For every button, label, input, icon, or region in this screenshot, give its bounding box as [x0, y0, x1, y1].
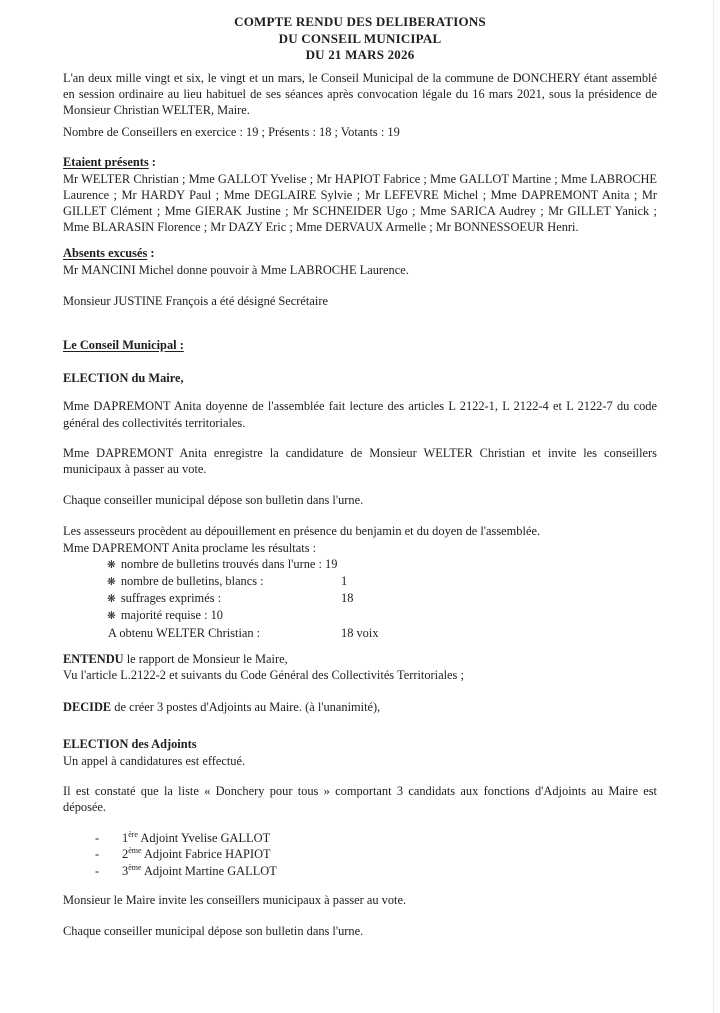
decide-keyword: DECIDE [63, 700, 112, 715]
absent-heading-text: Absents excusés [63, 246, 148, 261]
adjoint-ordinal-suffix: ème [128, 846, 142, 856]
election-adjoints-heading: ELECTION des Adjoints [63, 737, 197, 752]
result-value: 18 [341, 591, 354, 606]
decide-line [63, 699, 657, 715]
result-row-bulletins-trouves [63, 556, 657, 573]
result-label: majorité requise : 10 [120, 608, 224, 623]
entendu-line [63, 651, 657, 667]
document-title [63, 14, 657, 64]
adjoint-number: 3 [122, 863, 129, 878]
candidature-paragraph: Mme DAPREMONT Anita enregistre la candidature de Monsieur WELTER Christian et invite les conseillers municipaux à passer au vote. [63, 445, 657, 476]
vote-results-list [63, 556, 657, 641]
intro-paragraph: L'an deux mille vingt et six, le vingt et un mars, le Conseil Municipal de la commune de DONCHERY étant assemblé en session ordinaire au lieu habituel de ses séances après convocation légale du 16 mars 2021, sous la présidence de Monsieur Christian WELTER, Maire. [63, 70, 657, 117]
dash-bullet: - [95, 863, 100, 878]
adjoint-name: Adjoint Martine GALLOT [141, 863, 277, 878]
obtained-value: 18 voix [341, 625, 379, 640]
counsellor-counts-line: Nombre de Conseillers en exercice : 19 ; Présents : 18 ; Votants : 19 [63, 125, 400, 140]
result-row-majorite [63, 607, 657, 624]
asterisk-bullet-icon: ❋ [107, 575, 116, 588]
absent-heading-colon: : [147, 246, 155, 261]
result-label: nombre de bulletins, blancs : [120, 573, 264, 588]
council-heading [63, 337, 657, 353]
title-line-2: DU CONSEIL MUNICIPAL [278, 30, 442, 46]
articles-paragraph: Mme DAPREMONT Anita doyenne de l'assemblée fait lecture des articles L 2122-1, L 2122-4 et L 2122-7 du code général des collectivités territoriales. [63, 399, 657, 430]
election-maire-heading: ELECTION du Maire, [63, 371, 184, 386]
absent-heading [63, 245, 657, 261]
adjoints-list [63, 830, 657, 879]
absent-proxy-line: Mr MANCINI Michel donne pouvoir à Mme LABROCHE Laurence. [63, 262, 409, 277]
adjoint-number: 2 [122, 847, 129, 862]
title-line-1: COMPTE RENDU DES DELIBERATIONS [234, 14, 486, 29]
vu-article-line: Vu l'article L.2122-2 et suivants du Code Général des Collectivités Territoriales ; [63, 667, 464, 682]
invite-vote-line: Monsieur le Maire invite les conseillers municipaux à passer au vote. [63, 892, 407, 907]
result-label: nombre de bulletins trouvés dans l'urne : 19 [120, 556, 338, 571]
adjoint-entry [122, 863, 277, 879]
appel-candidatures-line: Un appel à candidatures est effectué. [63, 753, 246, 768]
adjoint-name: Adjoint Yvelise GALLOT [137, 831, 271, 846]
present-heading-text: Etaient présents [63, 155, 149, 170]
present-heading-colon: : [148, 155, 156, 170]
ballot-box-line: Chaque conseiller municipal dépose son bulletin dans l'urne. [63, 493, 364, 508]
adjoint-name: Adjoint Fabrice HAPIOT [141, 847, 271, 862]
entendu-keyword: ENTENDU [63, 651, 124, 666]
result-value: 1 [341, 573, 348, 588]
result-row-obtenu [63, 625, 657, 641]
adjoint-row-1 [95, 830, 657, 846]
result-label: suffrages exprimés : [120, 591, 222, 606]
adjoint-number: 1 [122, 831, 129, 846]
present-heading [63, 154, 657, 170]
result-row-suffrages [63, 590, 657, 607]
secretary-line: Monsieur JUSTINE François a été désigné Secrétaire [63, 293, 328, 308]
title-line-3: DU 21 MARS 2026 [305, 47, 415, 62]
liste-donchery-paragraph: Il est constaté que la liste « Donchery pour tous » comportant 3 candidats aux fonctions d'Adjoints au Maire est déposée. [63, 783, 657, 814]
result-row-bulletins-blancs [63, 573, 657, 590]
adjoint-row-3 [95, 863, 657, 879]
entendu-text: le rapport de Monsieur le Maire, [123, 651, 288, 666]
adjoint-ordinal-suffix: ère [128, 830, 138, 840]
obtained-label: A obtenu WELTER Christian : [108, 625, 261, 640]
adjoint-ordinal-suffix: ème [128, 862, 142, 872]
results-announce-line: Mme DAPREMONT Anita proclame les résultats : [63, 540, 317, 555]
present-members-list: Mr WELTER Christian ; Mme GALLOT Yvelise ; Mr HAPIOT Fabrice ; Mme GALLOT Martine ; Mme LABROCHE Laurence ; Mr HARDY Paul ; Mme DEGLAIRE Sylvie ; Mr LEFEVRE Michel ; Mme DAPREMONT Anita ; Mr GILLET Clément ; Mme GIERAK Justine ; Mr SCHNEIDER Ugo ; Mme SARICA Audrey ; Mr GILLET Yanick ; Mme BLARASIN Florence ; Mr DAZY Eric ; Mme DERVAUX Armelle ; Mr BONNESSOEUR Henri. [63, 171, 657, 235]
adjoint-row-2 [95, 846, 657, 862]
asterisk-bullet-icon: ❋ [107, 610, 116, 623]
council-heading-text: Le Conseil Municipal : [63, 337, 184, 352]
assessors-line: Les assesseurs procèdent au dépouillement en présence du benjamin et du doyen de l'assemblée. [63, 524, 541, 539]
asterisk-bullet-icon: ❋ [107, 558, 116, 571]
dash-bullet: - [95, 847, 100, 862]
adjoint-entry [122, 846, 271, 862]
adjoint-entry [122, 830, 270, 846]
dash-bullet: - [95, 831, 100, 846]
ballot-box-line-2: Chaque conseiller municipal dépose son bulletin dans l'urne. [63, 924, 364, 939]
asterisk-bullet-icon: ❋ [107, 593, 116, 606]
decide-text: de créer 3 postes d'Adjoints au Maire. (à l'unanimité), [111, 700, 381, 715]
